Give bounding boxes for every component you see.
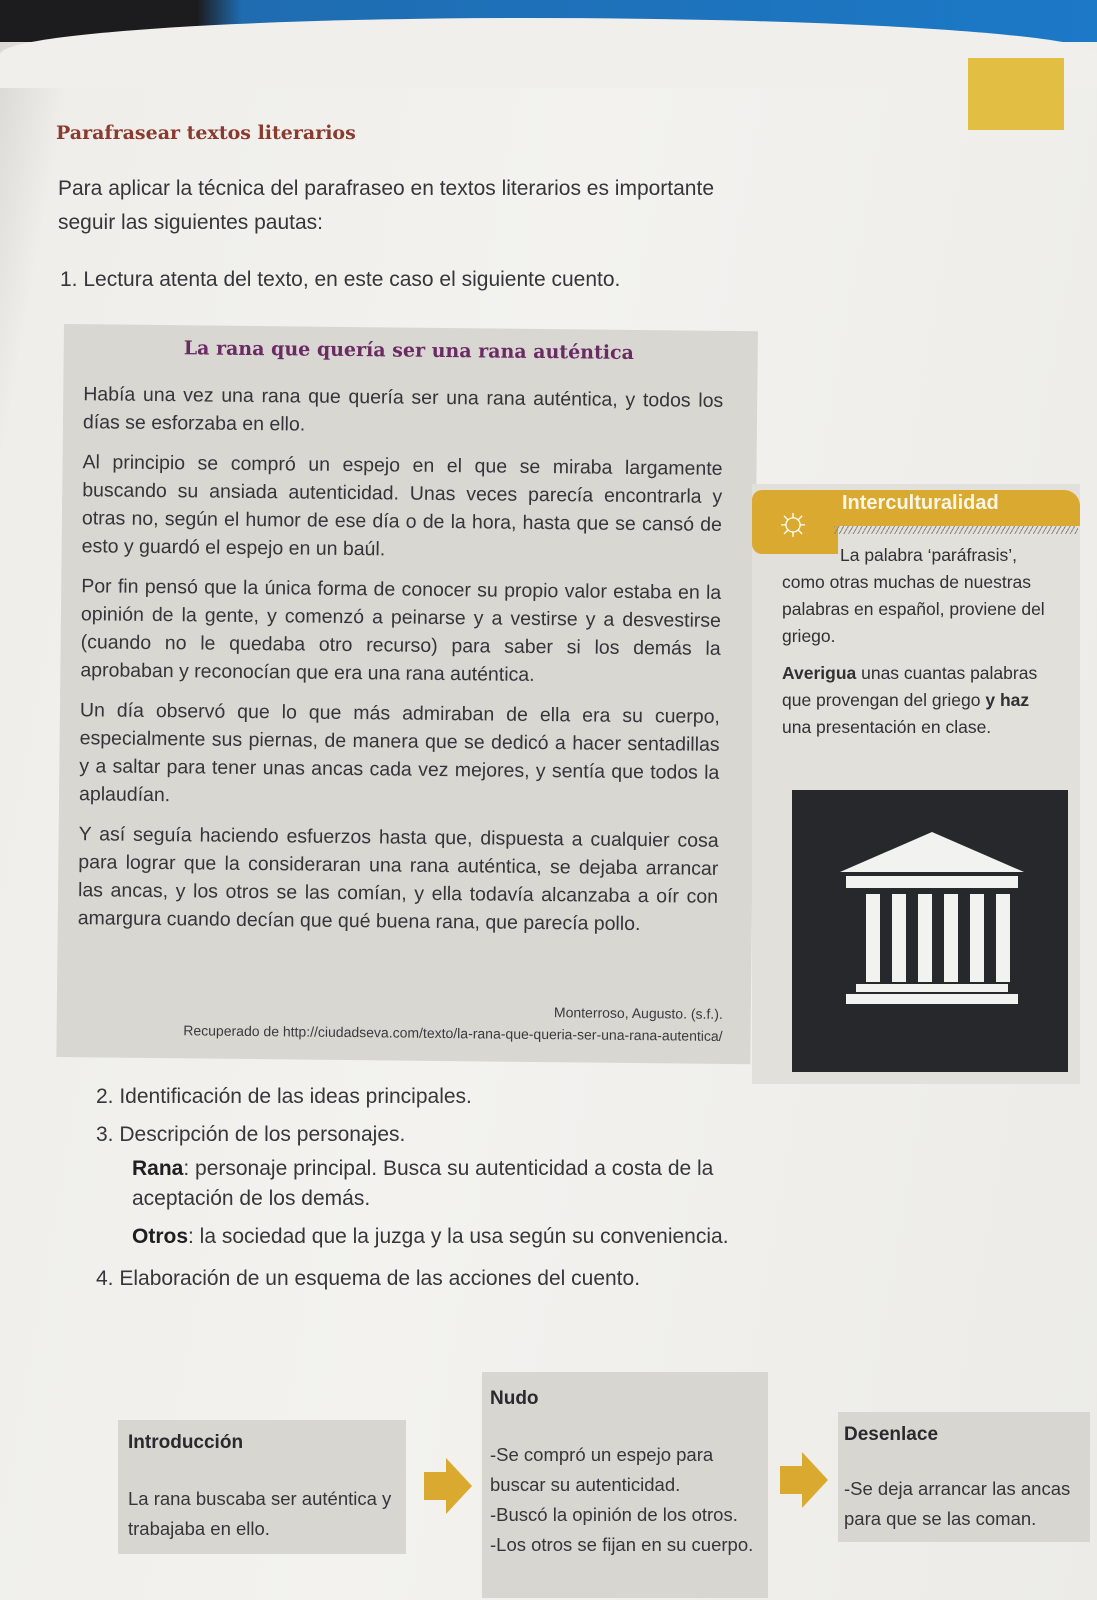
nudo-line: -Los otros se fijan en su cuerpo. [490, 1534, 754, 1555]
scheme-nudo-text [490, 1440, 764, 1560]
scheme-intro-text: La rana buscaba ser auténtica y trabajaba en ello. [128, 1488, 392, 1539]
arrow-right-icon [424, 1458, 472, 1514]
greek-temple-image [792, 790, 1068, 1072]
scheme-intro-title: Introducción [128, 1432, 244, 1453]
character-rana [132, 1154, 796, 1214]
character-description: : personaje principal. Busca su autenticidad a costa de la aceptación de los demás. [132, 1157, 714, 1210]
steps-list [96, 1078, 796, 1298]
story-paragraph: Un día observó que lo que más admiraban de ella era su cuerpo, especialmente sus piernas, de manera que se dedicó a hacer sentadillas y a saltar para tener unas ancas cada vez mejores, y sentía que todos la aplaudían. [78, 699, 721, 807]
credit-author: Monterroso, Augusto. (s.f.). [553, 1004, 723, 1022]
corner-tab [968, 58, 1064, 130]
step-4: 4. Elaboración de un esquema de las acciones del cuento. [96, 1267, 641, 1290]
character-name: Rana [132, 1157, 184, 1180]
ic-task-verb: y haz [985, 690, 1030, 710]
step-2: 2. Identificación de las ideas principales. [96, 1085, 472, 1108]
story-paragraph: Y así seguía haciendo esfuerzos hasta que, dispuesta a cualquier cosa para lograr que la consideraran una rana auténtica, se dejaba arrancar las ancas, y los otros se las comían, y ella todavía alcanzaba a oír con amargura cuando decían que qué buena rana, que parecía pollo. [77, 823, 719, 936]
scheme-nudo-box [482, 1372, 768, 1598]
character-name: Otros [132, 1225, 189, 1248]
story-title: La rana que quería ser una rana auténtica [183, 337, 635, 364]
scheme-nudo-title: Nudo [490, 1388, 539, 1409]
scheme-desenlace-box [838, 1412, 1090, 1542]
faces-icon: ☼ [774, 499, 812, 543]
nudo-line: -Se compró un espejo para buscar su autenticidad. [490, 1444, 714, 1495]
hatch-divider [834, 526, 1078, 534]
section-title: Parafrasear textos literarios [56, 122, 356, 144]
arrow-right-icon [780, 1452, 828, 1508]
greek-temple-icon [792, 790, 1068, 1072]
scheme-desenlace-title: Desenlace [844, 1424, 939, 1445]
story-paragraph: Al principio se compró un espejo en el que se miraba largamente buscando su ansiada autenticidad. Unas veces parecía encontrarla y otras no, según el humor de ese día o de la hora, hasta que se cansó de esto y guardó el espejo en un baúl. [81, 451, 723, 561]
top-band-curve [0, 18, 1097, 88]
interculturalidad-header [830, 490, 1080, 526]
scheme-intro-box [118, 1420, 406, 1554]
character-otros [132, 1222, 796, 1252]
nudo-line: -Buscó la opinión de los otros. [490, 1504, 738, 1525]
ic-paragraph: La palabra ‘paráfrasis’, como otras muchas de nuestras palabras en español, proviene del griego. [782, 545, 1045, 646]
story-paragraph: Había una vez una rana que quería ser una rana auténtica, y todos los días se esforzaba en ello. [82, 383, 724, 436]
character-description: : la sociedad que la juzga y la usa según su conveniencia. [188, 1225, 729, 1248]
story-body [78, 380, 724, 951]
interculturalidad-panel [752, 484, 1080, 1084]
interculturalidad-text [782, 542, 1062, 751]
story-credit [83, 996, 723, 1047]
ic-task-verb: Averigua [782, 663, 857, 683]
credit-source[interactable]: Recuperado de http://ciudadseva.com/texto/la-rana-que-queria-ser-una-rana-autentica/ [183, 1022, 723, 1044]
ic-task-text: unas cuantas palabras que provengan del griego [782, 663, 1038, 710]
ic-task-text: una presentación en clase. [782, 717, 992, 737]
step-3: 3. Descripción de los personajes. [96, 1123, 406, 1146]
scheme-desenlace-text: -Se deja arrancar las ancas para que se las coman. [844, 1478, 1071, 1529]
ic-task [782, 660, 1062, 741]
intro-paragraph: Para aplicar la técnica del parafraseo en textos literarios es importante seguir las siguientes pautas: [58, 177, 715, 234]
story-box [56, 324, 758, 1064]
step-1: 1. Lectura atenta del texto, en este caso el siguiente cuento. [60, 268, 621, 291]
interculturalidad-title: Interculturalidad [842, 492, 999, 514]
story-paragraph: Por fin pensó que la única forma de conocer su propio valor estaba en la opinión de la gente, y comenzó a peinarse y a vestirse y a desvestirse (cuando no le quedaba otro recurso) para saber si los demás la aprobaban y reconocían que era una rana auténtica. [80, 575, 722, 686]
